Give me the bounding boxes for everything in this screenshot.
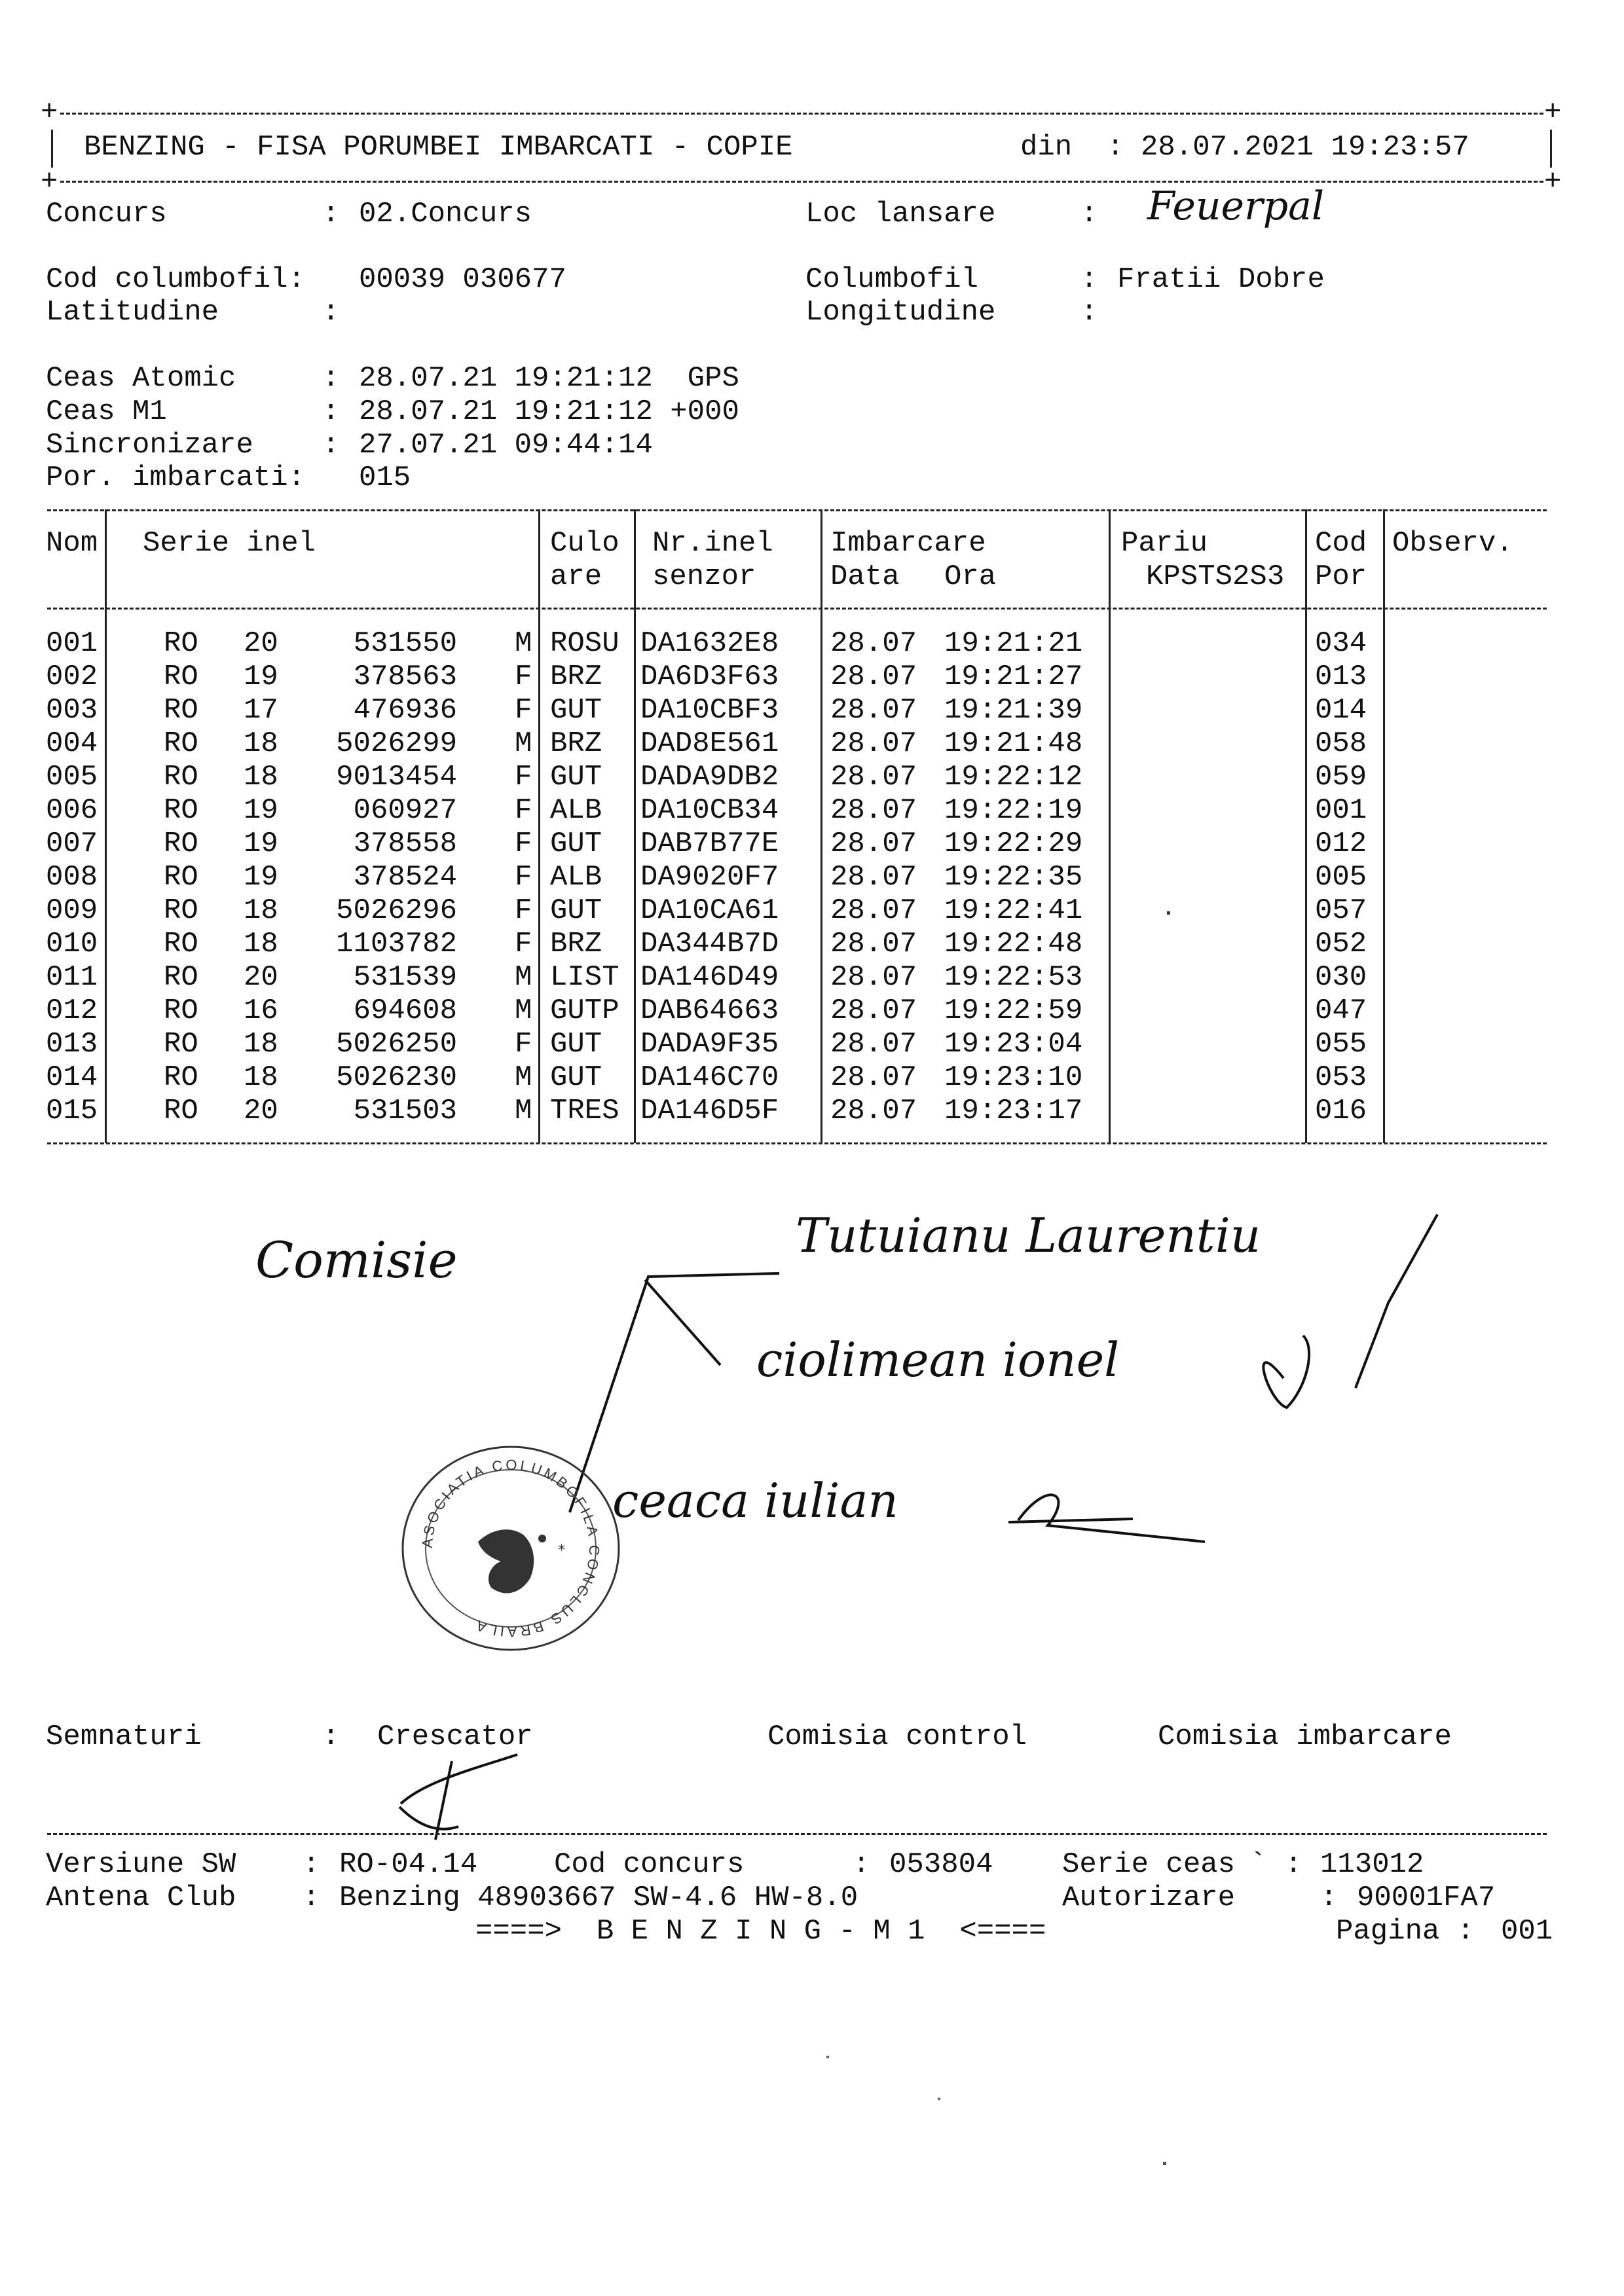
scan-speck — [1163, 2162, 1166, 2165]
serie-ceas-label: Serie ceas — [1062, 1848, 1236, 1881]
cell-culoare: BRZ — [550, 661, 602, 693]
cell-senzor: DA10CB34 — [640, 794, 779, 827]
cell-nr: 5026230 — [336, 1061, 457, 1094]
cell-nom: 007 — [46, 828, 98, 860]
date-label: din — [1020, 131, 1073, 164]
cell-nr: 5026250 — [336, 1028, 457, 1061]
cell-nom: 001 — [46, 627, 98, 660]
cell-tara: RO — [164, 828, 198, 860]
scan-speck — [1167, 911, 1170, 915]
cell-cod: 012 — [1315, 828, 1367, 860]
cell-tara: RO — [164, 761, 198, 793]
cell-nr: 060927 — [353, 794, 457, 827]
autorizare-label: Autorizare — [1062, 1882, 1236, 1914]
commission-member-1: Tutuianu Laurentiu — [796, 1208, 1261, 1263]
por-imbarcati-value: 015 — [359, 462, 411, 494]
comisia-imbarcare-label: Comisia imbarcare — [1158, 1721, 1452, 1753]
corner-mark: + — [1544, 96, 1562, 129]
cell-nom: 011 — [46, 961, 98, 994]
corner-mark: + — [41, 166, 58, 198]
cell-culoare: ALB — [550, 861, 602, 894]
cell-ora: 19:23:10 — [944, 1061, 1083, 1094]
cell-cod: 059 — [1315, 761, 1367, 793]
cell-senzor: DAB7B77E — [640, 828, 779, 860]
comisia-control-label: Comisia control — [767, 1721, 1027, 1753]
cell-tara: RO — [164, 1095, 198, 1127]
cell-senzor: DA10CA61 — [640, 894, 779, 927]
cell-cod: 005 — [1315, 861, 1367, 894]
cell-tara: RO — [164, 627, 198, 660]
cell-tara: RO — [164, 928, 198, 960]
cell-data: 28.07 — [830, 1095, 917, 1127]
cell-tara: RO — [164, 1061, 198, 1094]
col-header-nom: Nom — [46, 527, 98, 560]
cell-data: 28.07 — [830, 828, 917, 860]
cell-ora: 19:21:27 — [944, 661, 1083, 693]
cell-senzor: DAB64663 — [640, 994, 779, 1027]
antena-label: Antena Club — [46, 1882, 236, 1914]
col-header-pariu-codes: KPSTS2S3 — [1146, 560, 1285, 593]
latitudine-label: Latitudine — [46, 296, 219, 329]
cell-tara: RO — [164, 994, 198, 1027]
cell-culoare: ALB — [550, 794, 602, 827]
serie-ceas-value: 113012 — [1320, 1848, 1424, 1881]
cell-an: 20 — [244, 627, 278, 660]
commission-member-3: ceaca iulian — [612, 1473, 898, 1528]
loc-lansare-handwritten: Feuerpal — [1147, 183, 1325, 229]
cell-sex: F — [515, 894, 532, 927]
cell-nr: 694608 — [353, 994, 457, 1027]
cell-culoare: BRZ — [550, 928, 602, 960]
cell-nom: 004 — [46, 727, 98, 760]
col-header-serie-inel: Serie inel — [143, 527, 316, 560]
versiune-value: RO-04.14 — [339, 1848, 478, 1881]
cell-culoare: GUT — [550, 1061, 602, 1094]
comisie-handwritten: Comisie — [255, 1231, 458, 1289]
cell-nr: 378563 — [353, 661, 457, 693]
document-date: 28.07.2021 19:23:57 — [1141, 131, 1469, 164]
cell-cod: 016 — [1315, 1095, 1367, 1127]
cell-an: 18 — [244, 761, 278, 793]
cell-data: 28.07 — [830, 1061, 917, 1094]
corner-mark: + — [41, 96, 58, 129]
cell-nom: 009 — [46, 894, 98, 927]
cell-sex: M — [515, 627, 532, 660]
columbofil-value: Fratii Dobre — [1117, 263, 1325, 296]
cell-sex: F — [515, 1028, 532, 1061]
cell-senzor: DA146D49 — [640, 961, 779, 994]
cell-an: 18 — [244, 727, 278, 760]
cell-nom: 015 — [46, 1095, 98, 1127]
loc-lansare-label: Loc lansare — [805, 198, 996, 230]
cell-an: 19 — [244, 794, 278, 827]
cell-sex: F — [515, 694, 532, 727]
cell-nr: 531550 — [353, 627, 457, 660]
col-header-cod: Cod — [1315, 527, 1367, 560]
cell-an: 19 — [244, 661, 278, 693]
cell-senzor: DA9020F7 — [640, 861, 779, 894]
cell-sex: F — [515, 661, 532, 693]
cell-cod: 057 — [1315, 894, 1367, 927]
cod-columbofil-label: Cod columbofil: — [46, 263, 306, 296]
cell-ora: 19:22:12 — [944, 761, 1083, 793]
col-header-por: Por — [1315, 560, 1367, 593]
cell-nr: 531503 — [353, 1095, 457, 1127]
cell-tara: RO — [164, 894, 198, 927]
commission-member-2: ciolimean ionel — [756, 1332, 1120, 1387]
cell-tara: RO — [164, 694, 198, 727]
stamp-text: ASOCIATIA COLUMBOFILA CONCLUS BRAILA — [418, 1456, 603, 1641]
cell-data: 28.07 — [830, 794, 917, 827]
cell-nom: 012 — [46, 994, 98, 1027]
cell-sex: F — [515, 928, 532, 960]
cell-an: 18 — [244, 1028, 278, 1061]
cod-columbofil-value: 00039 030677 — [359, 263, 566, 296]
cell-nom: 002 — [46, 661, 98, 693]
col-header-pariu: Pariu — [1121, 527, 1208, 560]
cell-data: 28.07 — [830, 1028, 917, 1061]
col-header-data: Data — [830, 560, 900, 593]
cell-nr: 9013454 — [336, 761, 457, 793]
cell-ora: 19:21:39 — [944, 694, 1083, 727]
cell-sex: F — [515, 828, 532, 860]
cell-data: 28.07 — [830, 761, 917, 793]
cell-ora: 19:22:29 — [944, 828, 1083, 860]
pagina-label: Pagina : — [1336, 1915, 1475, 1948]
cell-senzor: DA344B7D — [640, 928, 779, 960]
cell-tara: RO — [164, 861, 198, 894]
cell-senzor: DA10CBF3 — [640, 694, 779, 727]
scan-speck — [938, 2098, 940, 2100]
document-title: BENZING - FISA PORUMBEI IMBARCATI - COPIE — [84, 131, 793, 164]
cell-nr: 5026296 — [336, 894, 457, 927]
ceas-m1-value: 28.07.21 19:21:12 +000 — [359, 395, 739, 428]
cell-data: 28.07 — [830, 861, 917, 894]
cell-data: 28.07 — [830, 661, 917, 693]
cell-nom: 014 — [46, 1061, 98, 1094]
cell-culoare: GUT — [550, 894, 602, 927]
signature-rule — [47, 1833, 1547, 1835]
antena-value: Benzing 48903667 SW-4.6 HW-8.0 — [339, 1882, 858, 1914]
scan-speck — [826, 2056, 829, 2058]
cell-nr: 378524 — [353, 861, 457, 894]
cell-culoare: GUT — [550, 828, 602, 860]
sincronizare-value: 27.07.21 09:44:14 — [359, 429, 653, 462]
concurs-label: Concurs — [46, 198, 167, 230]
cell-data: 28.07 — [830, 961, 917, 994]
cell-cod: 052 — [1315, 928, 1367, 960]
cell-tara: RO — [164, 794, 198, 827]
pagina-value: 001 — [1501, 1915, 1553, 1948]
cell-nr: 378558 — [353, 828, 457, 860]
cell-culoare: GUT — [550, 1028, 602, 1061]
cod-concurs-value: 053804 — [889, 1848, 993, 1881]
cell-nom: 010 — [46, 928, 98, 960]
svg-text:*: * — [558, 1542, 565, 1559]
cell-sex: M — [515, 1095, 532, 1127]
cell-culoare: LIST — [550, 961, 619, 994]
cell-nr: 1103782 — [336, 928, 457, 960]
cell-cod: 047 — [1315, 994, 1367, 1027]
cell-an: 19 — [244, 861, 278, 894]
cell-cod: 034 — [1315, 627, 1367, 660]
longitudine-label: Longitudine — [805, 296, 996, 329]
cell-ora: 19:22:59 — [944, 994, 1083, 1027]
cell-ora: 19:22:53 — [944, 961, 1083, 994]
cell-culoare: TRES — [550, 1095, 619, 1127]
cell-cod: 058 — [1315, 727, 1367, 760]
cell-nom: 006 — [46, 794, 98, 827]
cell-sex: M — [515, 961, 532, 994]
cell-ora: 19:22:48 — [944, 928, 1083, 960]
cell-ora: 19:22:35 — [944, 861, 1083, 894]
cod-concurs-label: Cod concurs — [554, 1848, 745, 1881]
cell-senzor: DAD8E561 — [640, 727, 779, 760]
cell-cod: 055 — [1315, 1028, 1367, 1061]
columbofil-label: Columbofil — [805, 263, 979, 296]
cell-an: 16 — [244, 994, 278, 1027]
crescator-label: Crescator — [377, 1721, 533, 1753]
autorizare-value: 90001FA7 — [1357, 1882, 1496, 1914]
ceas-atomic-label: Ceas Atomic — [46, 362, 236, 395]
cell-senzor: DA6D3F63 — [640, 661, 779, 693]
cell-an: 20 — [244, 961, 278, 994]
benzing-banner: ====> B E N Z I N G - M 1 <==== — [475, 1915, 1046, 1948]
cell-culoare: ROSU — [550, 627, 619, 660]
col-header-culoare: Culo — [550, 527, 619, 560]
cell-cod: 001 — [1315, 794, 1367, 827]
cell-tara: RO — [164, 961, 198, 994]
cell-ora: 19:22:41 — [944, 894, 1083, 927]
semnaturi-label: Semnaturi — [46, 1721, 202, 1753]
cell-cod: 013 — [1315, 661, 1367, 693]
cell-senzor: DA146D5F — [640, 1095, 779, 1127]
cell-an: 20 — [244, 1095, 278, 1127]
cell-nom: 013 — [46, 1028, 98, 1061]
col-header-nr-inel: Nr.inel — [652, 527, 773, 560]
cell-tara: RO — [164, 727, 198, 760]
cell-nr: 531539 — [353, 961, 457, 994]
cell-sex: M — [515, 1061, 532, 1094]
cell-an: 17 — [244, 694, 278, 727]
cell-cod: 030 — [1315, 961, 1367, 994]
col-header-observ: Observ. — [1392, 527, 1513, 560]
cell-an: 18 — [244, 1061, 278, 1094]
concurs-value: 02.Concurs — [359, 198, 532, 230]
cell-tara: RO — [164, 661, 198, 693]
cell-data: 28.07 — [830, 627, 917, 660]
cell-senzor: DA146C70 — [640, 1061, 779, 1094]
cell-culoare: GUT — [550, 761, 602, 793]
cell-nom: 003 — [46, 694, 98, 727]
cell-data: 28.07 — [830, 894, 917, 927]
ceas-atomic-value: 28.07.21 19:21:12 GPS — [359, 362, 739, 395]
cell-ora: 19:23:17 — [944, 1095, 1083, 1127]
sincronizare-label: Sincronizare — [46, 429, 253, 462]
col-header-culoare-2: are — [550, 560, 602, 593]
cell-nr: 476936 — [353, 694, 457, 727]
cell-cod: 053 — [1315, 1061, 1367, 1094]
cell-nr: 5026299 — [336, 727, 457, 760]
cell-nom: 008 — [46, 861, 98, 894]
cell-data: 28.07 — [830, 694, 917, 727]
cell-nom: 005 — [46, 761, 98, 793]
cell-culoare: GUTP — [550, 994, 619, 1027]
cell-data: 28.07 — [830, 727, 917, 760]
cell-senzor: DA1632E8 — [640, 627, 779, 660]
cell-culoare: GUT — [550, 694, 602, 727]
cell-sex: M — [515, 994, 532, 1027]
cell-an: 18 — [244, 894, 278, 927]
cell-sex: M — [515, 727, 532, 760]
col-header-ora: Ora — [944, 560, 997, 593]
cell-tara: RO — [164, 1028, 198, 1061]
cell-ora: 19:21:48 — [944, 727, 1083, 760]
cell-senzor: DADA9DB2 — [640, 761, 779, 793]
cell-sex: F — [515, 794, 532, 827]
corner-mark: + — [1544, 166, 1562, 198]
col-header-imbarcare: Imbarcare — [830, 527, 986, 560]
cell-data: 28.07 — [830, 928, 917, 960]
col-header-senzor: senzor — [652, 560, 756, 593]
cell-cod: 014 — [1315, 694, 1367, 727]
cell-sex: F — [515, 761, 532, 793]
cell-ora: 19:21:21 — [944, 627, 1083, 660]
cell-sex: F — [515, 861, 532, 894]
cell-ora: 19:22:19 — [944, 794, 1083, 827]
cell-data: 28.07 — [830, 994, 917, 1027]
versiune-label: Versiune SW — [46, 1848, 236, 1881]
cell-an: 18 — [244, 928, 278, 960]
cell-culoare: BRZ — [550, 727, 602, 760]
ceas-m1-label: Ceas M1 — [46, 395, 167, 428]
cell-an: 19 — [244, 828, 278, 860]
por-imbarcati-label: Por. imbarcati: — [46, 462, 306, 494]
cell-senzor: DADA9F35 — [640, 1028, 779, 1061]
cell-ora: 19:23:04 — [944, 1028, 1083, 1061]
